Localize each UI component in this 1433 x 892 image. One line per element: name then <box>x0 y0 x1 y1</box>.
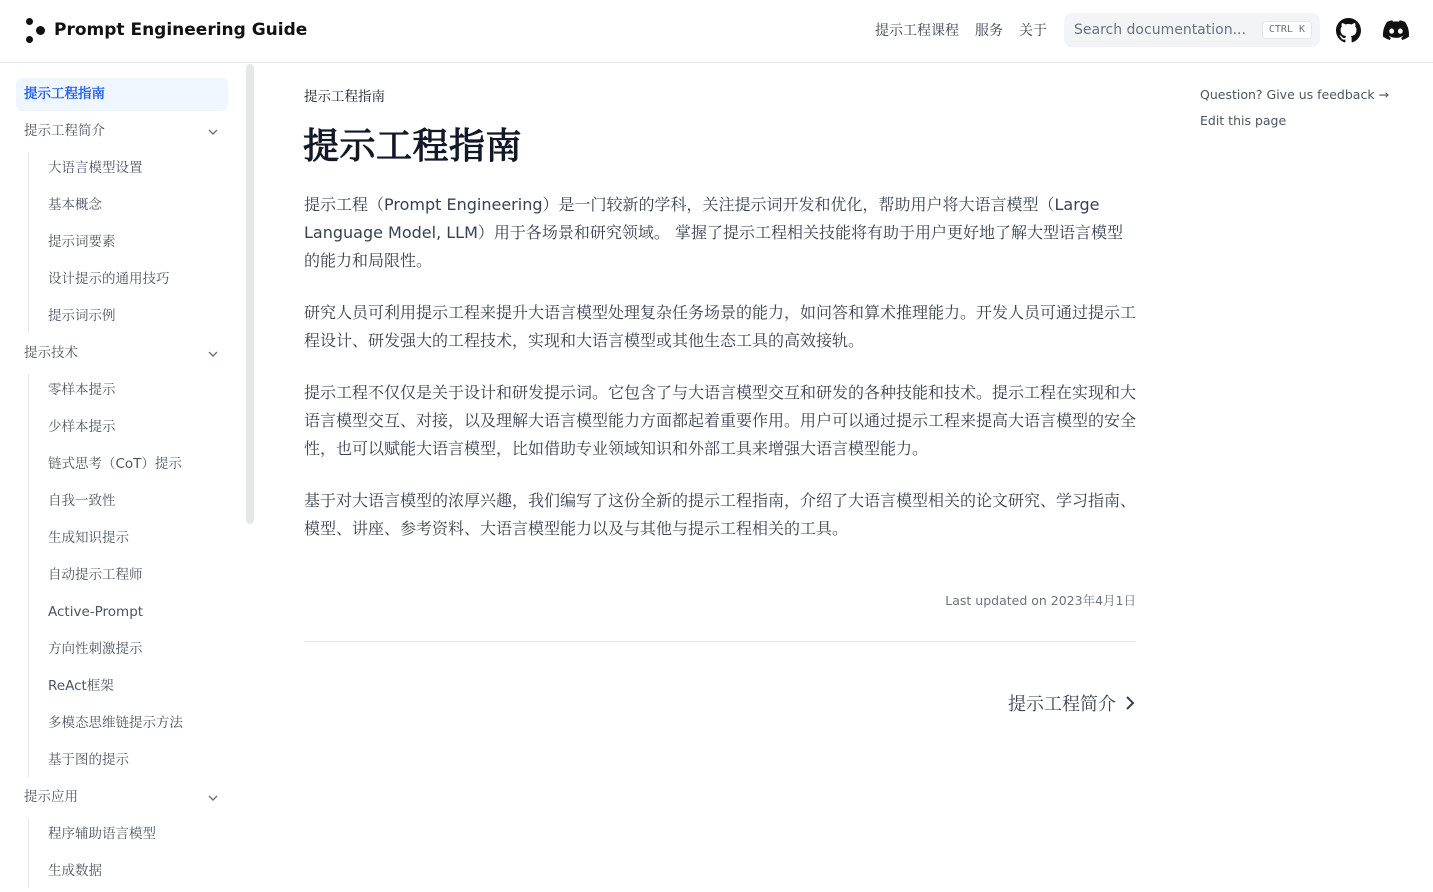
sidebar-group-intro <box>28 152 228 333</box>
sidebar-group-applications <box>28 818 228 888</box>
chevron-down-icon <box>208 127 218 137</box>
top-navbar <box>0 0 1433 63</box>
search-box[interactable] <box>1064 13 1320 47</box>
logo-text: Prompt Engineering Guide <box>54 20 308 40</box>
sidebar-item[interactable]: 多模态思维链提示方法 <box>48 715 183 731</box>
sidebar-item[interactable]: 程序辅助语言模型 <box>48 826 156 842</box>
sidebar-item[interactable]: 零样本提示 <box>48 382 116 398</box>
sidebar-item[interactable]: 设计提示的通用技巧 <box>48 271 170 287</box>
chevron-down-icon <box>208 349 218 359</box>
sidebar-item[interactable]: 提示词示例 <box>48 308 116 324</box>
sidebar-scrollbar[interactable] <box>246 64 254 524</box>
github-icon[interactable] <box>1335 17 1361 43</box>
edit-page-link[interactable]: Edit this page <box>1200 113 1287 128</box>
logo-icon <box>24 16 48 44</box>
sidebar-item-guide-home[interactable]: 提示工程指南 <box>16 78 228 111</box>
sidebar-group-techniques <box>28 374 228 777</box>
article-paragraph: 基于对大语言模型的浓厚兴趣，我们编写了这份全新的提示工程指南，介绍了大语言模型相关的论文研究、学习指南、模型、讲座、参考资料、大语言模型能力以及与其他与提示工程相关的工具。 <box>304 491 1137 538</box>
sidebar-item[interactable]: 生成知识提示 <box>48 530 129 546</box>
chevron-right-icon <box>1124 694 1136 712</box>
sidebar <box>16 78 228 892</box>
sidebar-item[interactable]: 基于图的提示 <box>48 752 129 768</box>
sidebar-item[interactable]: 方向性刺激提示 <box>48 641 143 657</box>
chevron-down-icon <box>208 793 218 803</box>
site-logo[interactable] <box>24 16 307 44</box>
next-page-link[interactable] <box>904 690 1136 716</box>
nav-link-course[interactable]: 提示工程课程 <box>875 23 959 39</box>
sidebar-item[interactable]: 少样本提示 <box>48 419 116 435</box>
sidebar-section-label: 提示技术 <box>24 345 78 361</box>
discord-icon[interactable] <box>1383 17 1409 43</box>
feedback-link[interactable]: Question? Give us feedback → <box>1200 87 1390 102</box>
toc-meta-links <box>1200 86 1389 138</box>
sidebar-item[interactable]: 提示词要素 <box>48 234 116 250</box>
sidebar-section-intro[interactable] <box>16 115 228 148</box>
sidebar-item[interactable]: Active-Prompt <box>48 604 144 620</box>
sidebar-section-label: 提示工程简介 <box>24 123 105 139</box>
breadcrumb[interactable]: 提示工程指南 <box>304 89 385 105</box>
sidebar-item[interactable]: 自我一致性 <box>48 493 116 509</box>
page-title: 提示工程指南 <box>303 126 523 167</box>
article-paragraph: 研究人员可利用提示工程来提升大语言模型处理复杂任务场景的能力，如问答和算术推理能力。开发人员可通过提示工程设计、研发强大的工程技术，实现和大语言模型或其他生态工具的高效接轨。 <box>304 303 1137 350</box>
divider <box>304 641 1136 642</box>
sidebar-item[interactable]: 基本概念 <box>48 197 102 213</box>
sidebar-item[interactable]: ReAct框架 <box>48 678 114 694</box>
sidebar-section-applications[interactable] <box>16 781 228 814</box>
sidebar-section-label: 提示应用 <box>24 789 78 805</box>
next-page-label: 提示工程简介 <box>1008 694 1116 715</box>
article-paragraph: 提示工程（Prompt Engineering）是一门较新的学科，关注提示词开发和优化，帮助用户将大语言模型（Large Language Model, LLM）用于各场景和研究领域。 掌握了提示工程相关技能将有助于用户更好地了解大型语言模型的能力和局限性。 <box>304 195 1123 270</box>
search-shortcut-hint: CTRL K <box>1262 21 1312 39</box>
sidebar-section-techniques[interactable] <box>16 337 228 370</box>
sidebar-item[interactable]: 链式思考（CoT）提示 <box>48 456 182 472</box>
sidebar-item[interactable]: 生成数据 <box>48 863 102 879</box>
article-body <box>304 191 1138 567</box>
last-updated: Last updated on 2023年4月1日 <box>945 593 1136 608</box>
sidebar-item[interactable]: 大语言模型设置 <box>48 160 143 176</box>
sidebar-item[interactable]: 自动提示工程师 <box>48 567 143 583</box>
nav-link-about[interactable]: 关于 <box>1019 23 1047 39</box>
search-input[interactable] <box>1074 22 1254 38</box>
nav-link-services[interactable]: 服务 <box>975 23 1003 39</box>
article-paragraph: 提示工程不仅仅是关于设计和研发提示词。它包含了与大语言模型交互和研发的各种技能和技术。提示工程在实现和大语言模型交互、对接，以及理解大语言模型能力方面都起着重要作用。用户可以通过提示工程来提高大语言模型的安全性，也可以赋能大语言模型，比如借助专业领域知识和外部工具来增强大语言模型能力。 <box>304 383 1137 458</box>
